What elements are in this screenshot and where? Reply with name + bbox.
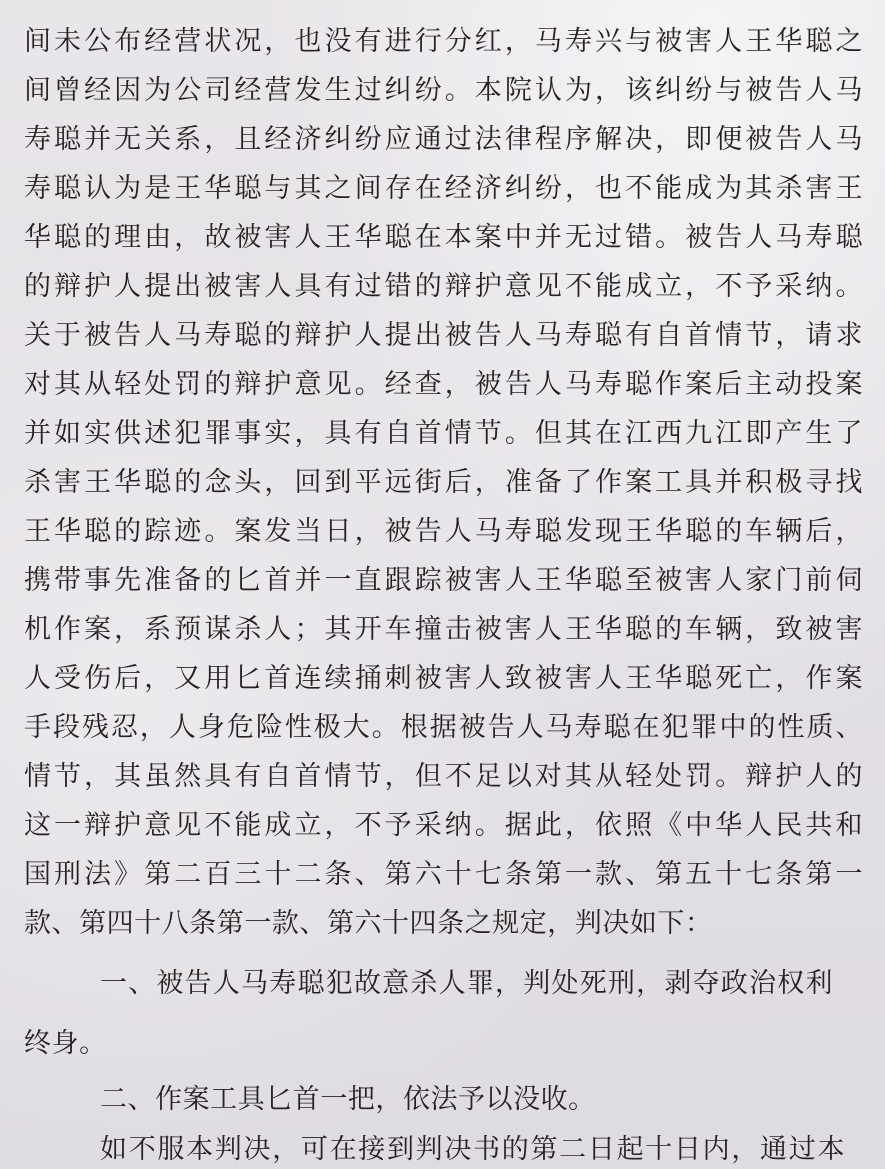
text-line: 机作案，系预谋杀人；其开车撞击被害人王华聪的车辆，致被害 bbox=[24, 614, 863, 645]
text-line: 手段残忍，人身危险性极大。根据被告人马寿聪在犯罪中的性质、 bbox=[24, 712, 863, 743]
text-line: 关于被告人马寿聪的辩护人提出被告人马寿聪有自首情节，请求 bbox=[24, 320, 863, 351]
text-line: 款、第四十八条第一款、第六十四条之规定，判决如下： bbox=[24, 908, 713, 939]
text-line: 王华聪的踪迹。案发当日，被告人马寿聪发现王华聪的车辆后， bbox=[24, 516, 863, 547]
text-line: 情节，其虽然具有自首情节，但不足以对其从轻处罚。辩护人的 bbox=[24, 761, 863, 792]
appeal-notice: 如不服本判决，可在接到判决书的第二日起十日内，通过本 bbox=[100, 1134, 845, 1165]
text-line: 并如实供述犯罪事实，具有自首情节。但其在江西九江即产生了 bbox=[24, 418, 863, 449]
text-line: 携带事先准备的匕首并一直跟踪被害人王华聪至被害人家门前伺 bbox=[24, 565, 863, 596]
text-line: 间未公布经营状况，也没有进行分红，马寿兴与被害人王华聪之 bbox=[24, 26, 863, 57]
text-line: 人受伤后，又用匕首连续捅刺被害人致被害人王华聪死亡，作案 bbox=[24, 663, 863, 694]
verdict-item-1-continued: 终身。 bbox=[24, 1028, 107, 1059]
text-line: 对其从轻处罚的辩护意见。经查，被告人马寿聪作案后主动投案 bbox=[24, 369, 863, 400]
text-line: 寿聪认为是王华聪与其之间存在经济纠纷，也不能成为其杀害王 bbox=[24, 173, 863, 204]
text-line: 华聪的理由，故被害人王华聪在本案中并无过错。被告人马寿聪 bbox=[24, 222, 863, 253]
text-line: 寿聪并无关系，且经济纠纷应通过法律程序解决，即便被告人马 bbox=[24, 124, 863, 155]
text-line: 国刑法》第二百三十二条、第六十七条第一款、第五十七条第一 bbox=[24, 859, 863, 890]
verdict-item-2: 二、作案工具匕首一把，依法予以没收。 bbox=[100, 1084, 596, 1115]
text-line: 杀害王华聪的念头，回到平远街后，准备了作案工具并积极寻找 bbox=[24, 467, 863, 498]
text-line: 间曾经因为公司经营发生过纠纷。本院认为，该纠纷与被告人马 bbox=[24, 75, 863, 106]
verdict-item-1: 一、被告人马寿聪犯故意杀人罪，判处死刑，剥夺政治权利 bbox=[100, 968, 833, 999]
text-line: 的辩护人提出被害人具有过错的辩护意见不能成立，不予采纳。 bbox=[24, 271, 863, 302]
text-line: 这一辩护意见不能成立，不予采纳。据此，依照《中华人民共和 bbox=[24, 810, 863, 841]
